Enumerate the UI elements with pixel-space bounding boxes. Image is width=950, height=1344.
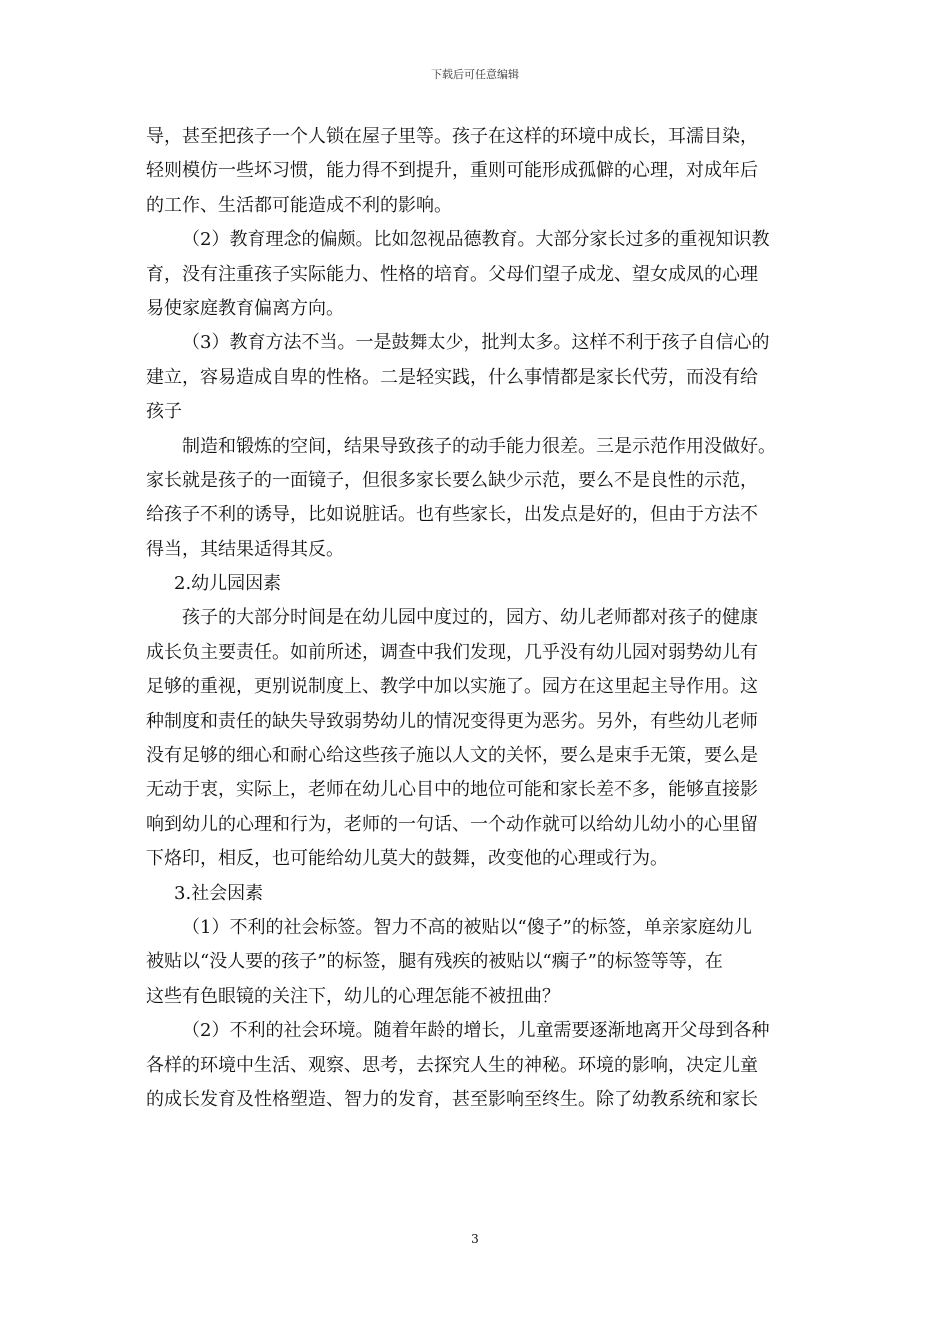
text-line: 种制度和责任的缺失导致弱势幼儿的情况变得更为恶劣。另外，有些幼儿老师 bbox=[146, 710, 758, 732]
text-line: 没有足够的细心和耐心给这些孩子施以人文的关怀，要么是束手无策，要么是 bbox=[146, 745, 758, 767]
text-line: （2）教育理念的偏颇。比如忽视品德教育。大部分家长过多的重视知识教 bbox=[182, 229, 770, 251]
text-line: 2.幼儿园因素 bbox=[174, 573, 282, 595]
text-line: 下烙印，相反，也可能给幼儿莫大的鼓舞，改变他的心理或行为。 bbox=[146, 848, 668, 870]
text-line: 轻则模仿一些坏习惯，能力得不到提升，重则可能形成孤僻的心理，对成年后 bbox=[146, 160, 758, 182]
text-line: 易使家庭教育偏离方向。 bbox=[146, 297, 344, 319]
page-number: 3 bbox=[471, 1232, 479, 1246]
text-line: 家长就是孩子的一面镜子，但很多家长要么缺少示范，要么不是良性的示范， bbox=[146, 469, 758, 491]
text-line: 无动于衷，实际上，老师在幼儿心目中的地位可能和家长差不多，能够直接影 bbox=[146, 779, 758, 801]
text-line: 孩子 bbox=[146, 401, 182, 423]
text-line: 得当，其结果适得其反。 bbox=[146, 538, 344, 560]
document-body bbox=[146, 120, 806, 1117]
text-line: 的工作、生活都可能造成不利的影响。 bbox=[146, 194, 452, 216]
page-header: 下载后可任意编辑 bbox=[431, 68, 519, 81]
text-line: 给孩子不利的诱导，比如说脏话。也有些家长，出发点是好的，但由于方法不 bbox=[146, 504, 758, 526]
text-line: （1）不利的社会标签。智力不高的被贴以“傻子”的标签，单亲家庭幼儿 bbox=[182, 916, 752, 938]
text-line: （2）不利的社会环境。随着年龄的增长，儿童需要逐渐地离开父母到各种 bbox=[182, 1020, 770, 1042]
text-line: （3）教育方法不当。一是鼓舞太少，批判太多。这样不利于孩子自信心的 bbox=[182, 332, 770, 354]
text-line: 各样的环境中生活、观察、思考，去探究人生的神秘。环境的影响，决定儿童 bbox=[146, 1054, 758, 1076]
text-line: 足够的重视，更别说制度上、教学中加以实施了。园方在这里起主导作用。这 bbox=[146, 676, 758, 698]
text-line: 建立，容易造成自卑的性格。二是轻实践，什么事情都是家长代劳，而没有给 bbox=[146, 366, 758, 388]
text-line: 制造和锻炼的空间，结果导致孩子的动手能力很差。三是示范作用没做好。 bbox=[182, 435, 776, 457]
text-line: 这些有色眼镜的关注下，幼儿的心理怎能不被扭曲？ bbox=[146, 985, 560, 1007]
text-line: 3.社会因素 bbox=[174, 882, 264, 904]
text-line: 响到幼儿的心理和行为，老师的一句话、一个动作就可以给幼儿幼小的心里留 bbox=[146, 813, 758, 835]
text-line: 育，没有注重孩子实际能力、性格的培育。父母们望子成龙、望女成凤的心理 bbox=[146, 263, 758, 285]
text-line: 成长负主要责任。如前所述，调查中我们发现，几乎没有幼儿园对弱势幼儿有 bbox=[146, 641, 758, 663]
text-line: 被贴以“没人要的孩子”的标签，腿有残疾的被贴以“瘸子”的标签等等，在 bbox=[146, 951, 723, 973]
text-line: 导，甚至把孩子一个人锁在屋子里等。孩子在这样的环境中成长，耳濡目染， bbox=[146, 126, 758, 147]
text-line: 的成长发育及性格塑造、智力的发育，甚至影响至终生。除了幼教系统和家长 bbox=[146, 1088, 758, 1110]
text-line: 孩子的大部分时间是在幼儿园中度过的，园方、幼儿老师都对孩子的健康 bbox=[182, 607, 758, 629]
